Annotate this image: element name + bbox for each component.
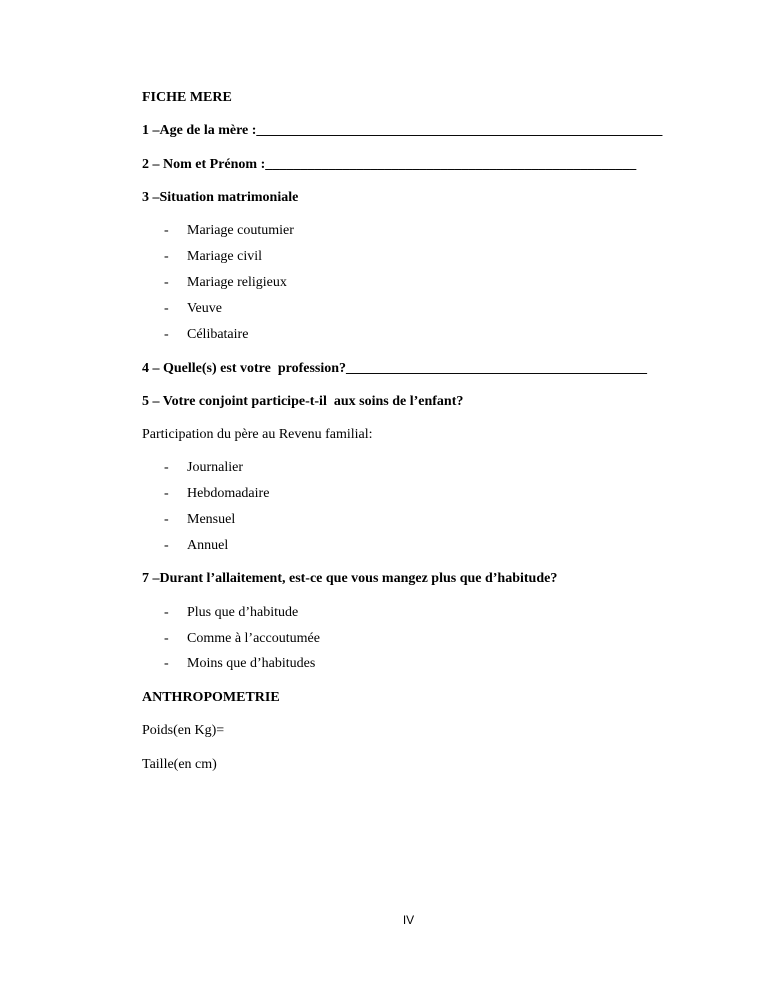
list-bullet: - [164, 223, 169, 238]
list-bullet: - [164, 275, 169, 290]
list-bullet: - [164, 538, 169, 553]
question-spouse-care: 5 – Votre conjoint participe-t-il aux soins de l’enfant? [142, 394, 464, 409]
list-item: Journalier [187, 460, 243, 475]
page-number: IV [402, 913, 415, 927]
list-bullet: - [164, 512, 169, 527]
list-item: Comme à l’accoutumée [187, 631, 320, 646]
list-bullet: - [164, 249, 169, 264]
question-profession: 4 – Quelle(s) est votre profession?___________________________________________ [142, 361, 648, 376]
list-item: Plus que d’habitude [187, 605, 299, 620]
list-item: Mensuel [187, 512, 236, 527]
list-bullet: - [164, 605, 169, 620]
list-bullet: - [164, 656, 169, 671]
anthropometry-heading: ANTHROPOMETRIE [142, 690, 280, 705]
question-name: 2 – Nom et Prénom :_____________________________________________________ [142, 157, 637, 172]
list-item: Mariage civil [187, 249, 263, 264]
question-breastfeeding-diet: 7 –Durant l’allaitement, est-ce que vous mangez plus que d’habitude? [142, 571, 558, 586]
list-item: Célibataire [187, 327, 249, 342]
list-bullet: - [164, 301, 169, 316]
list-item: Mariage religieux [187, 275, 287, 290]
list-item: Mariage coutumier [187, 223, 294, 238]
question-age: 1 –Age de la mère :__________________________________________________________ [142, 123, 663, 138]
question-marital-status: 3 –Situation matrimoniale [142, 190, 299, 205]
weight-field-label: Poids(en Kg)= [142, 723, 225, 738]
list-bullet: - [164, 631, 169, 646]
height-field-label: Taille(en cm) [142, 757, 217, 772]
list-bullet: - [164, 460, 169, 475]
list-item: Veuve [187, 301, 222, 316]
list-bullet: - [164, 486, 169, 501]
revenue-participation-label: Participation du père au Revenu familial: [142, 427, 373, 442]
list-item: Annuel [187, 538, 229, 553]
list-bullet: - [164, 327, 169, 342]
list-item: Moins que d’habitudes [187, 656, 316, 671]
form-title: FICHE MERE [142, 90, 232, 105]
list-item: Hebdomadaire [187, 486, 270, 501]
